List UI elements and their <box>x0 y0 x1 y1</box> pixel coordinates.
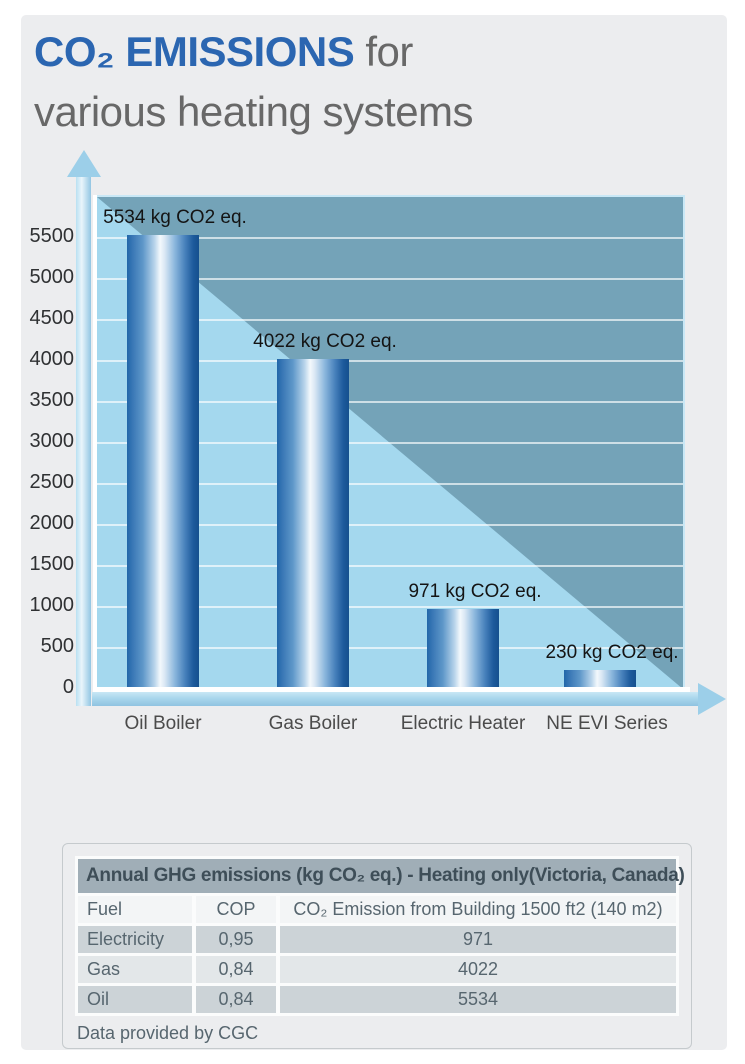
table-cell: Gas <box>78 956 192 983</box>
y-tick-label: 1500 <box>29 553 74 575</box>
bar-value-label: 230 kg CO2 eq. <box>545 642 679 664</box>
y-tick-label: 5000 <box>29 266 74 288</box>
table-header-row <box>78 896 676 923</box>
table-cell: CO₂ Emission from Building 1500 ft2 (140 m2) <box>280 896 676 923</box>
table-cell: COP <box>196 896 276 923</box>
x-category-label: Electric Heater <box>400 713 526 734</box>
y-tick-label: 0 <box>62 676 74 698</box>
data-table-panel <box>62 843 692 1049</box>
y-tick-label: 2000 <box>29 512 74 534</box>
plot-area <box>97 195 685 689</box>
table-cell: 0,84 <box>196 956 276 983</box>
y-tick-label: 3500 <box>29 389 74 411</box>
table-cell: 0,95 <box>196 926 276 953</box>
table-cell: 5534 <box>280 986 676 1013</box>
table-row <box>78 956 676 983</box>
bar-value-label: 5534 kg CO2 eq. <box>103 207 247 229</box>
table-footnote: Data provided by CGC <box>77 1023 259 1043</box>
y-tick-label: 4000 <box>29 348 74 370</box>
table-row <box>78 986 676 1013</box>
bar-value-label: 971 kg CO2 eq. <box>408 581 542 603</box>
table-row <box>78 926 676 953</box>
table-cell: Electricity <box>78 926 192 953</box>
y-tick-label: 5500 <box>29 225 74 247</box>
x-category-label: Oil Boiler <box>124 713 202 734</box>
x-category-label: NE EVI Series <box>546 713 668 734</box>
table-cell: Oil <box>78 986 192 1013</box>
table-cell: Fuel <box>78 896 192 923</box>
bar-value-label: 4022 kg CO2 eq. <box>253 331 397 353</box>
page-title <box>34 22 473 142</box>
y-tick-label: 4500 <box>29 307 74 329</box>
y-axis-arrow-shaft <box>76 176 91 706</box>
data-table <box>75 856 685 1016</box>
x-category-label: Gas Boiler <box>268 713 358 734</box>
y-tick-label: 1000 <box>29 594 74 616</box>
bar <box>427 609 499 689</box>
title-for: for <box>354 28 413 75</box>
y-axis-line <box>93 195 97 689</box>
bar <box>127 235 199 689</box>
y-tick-label: 3000 <box>29 430 74 452</box>
table-cell: 4022 <box>280 956 676 983</box>
y-tick-label: 500 <box>40 635 74 657</box>
table-cell: 971 <box>280 926 676 953</box>
title-line2: various heating systems <box>34 88 474 135</box>
table-cell: 0,84 <box>196 986 276 1013</box>
y-axis-arrow-head-icon <box>67 150 101 177</box>
bar <box>277 359 349 689</box>
title-line1 <box>34 22 473 82</box>
x-axis-arrow-head-icon <box>698 683 726 715</box>
table-rows <box>78 896 676 1013</box>
y-tick-label: 2500 <box>29 471 74 493</box>
x-axis-arrow-shaft <box>92 692 698 706</box>
title-co2-emissions: CO₂ EMISSIONS <box>34 28 355 75</box>
table-title: Annual GHG emissions (kg CO₂ eq.) - Heating only(Victoria, Canada) <box>78 859 676 893</box>
